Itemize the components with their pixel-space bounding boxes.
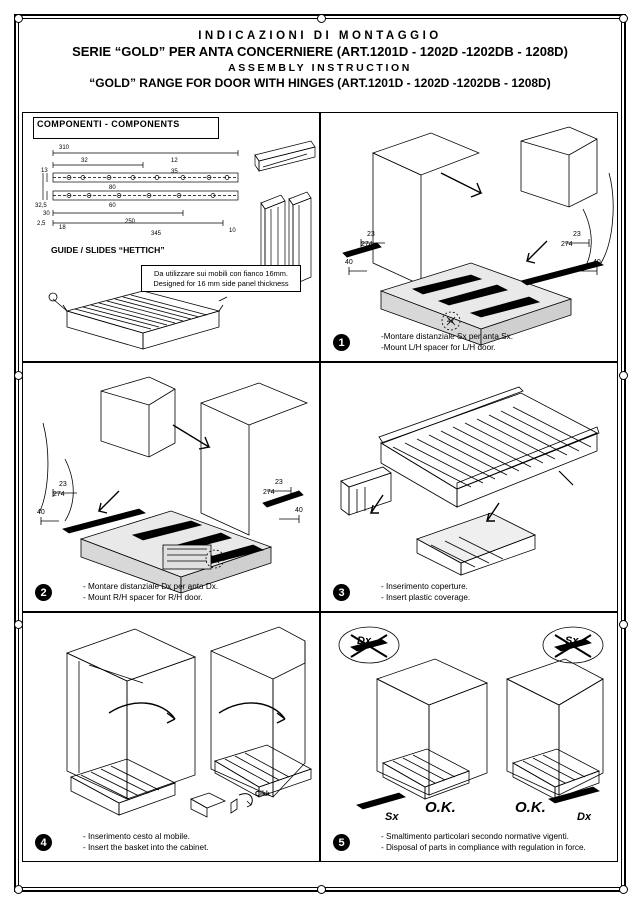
title-english-main: ASSEMBLY INSTRUCTION bbox=[228, 62, 412, 74]
corner-dot bbox=[14, 885, 23, 894]
step5-caption bbox=[335, 831, 609, 853]
dim-274: 274 bbox=[53, 491, 65, 498]
dim-40: 40 bbox=[37, 509, 45, 516]
dim-345: 345 bbox=[151, 231, 162, 237]
dim-325: 32,5 bbox=[35, 203, 47, 209]
step5-drawing bbox=[321, 613, 618, 862]
dim-35: 35 bbox=[171, 169, 178, 175]
subtitle-italian: SERIE “GOLD” PER ANTA CONCERNIERE (ART.1201D - 1202D -1202DB - 1208D) bbox=[72, 44, 568, 59]
title-italian-main: INDICAZIONI DI MONTAGGIO bbox=[198, 30, 442, 42]
dim-40: 40 bbox=[345, 259, 353, 266]
step2-caption-en: - Mount R/H spacer for R/H door. bbox=[83, 593, 203, 602]
step-number-1: 1 bbox=[333, 334, 350, 351]
note-italian: Da utilizzare sui mobili con fianco 16mm. bbox=[154, 269, 288, 278]
dim-18: 18 bbox=[59, 225, 66, 231]
step3-caption-it: - Inserimento coperture. bbox=[381, 582, 468, 591]
note-english: Designed for 16 mm side panel thickness bbox=[153, 278, 289, 288]
dim-32: 32 bbox=[81, 158, 88, 164]
panel-step-5 bbox=[320, 612, 618, 862]
corner-dot bbox=[619, 620, 628, 629]
panel-step-3 bbox=[320, 362, 618, 612]
step3-drawing bbox=[321, 363, 618, 612]
dim-40-r: 40 bbox=[295, 507, 303, 514]
dim-274-r: 274 bbox=[561, 241, 573, 248]
step5-caption-en: - Disposal of parts in compliance with regulation in force. bbox=[381, 843, 586, 852]
screw-count-label: 4x bbox=[447, 318, 454, 325]
step4-caption-en: - Insert the basket into the cabinet. bbox=[83, 843, 209, 852]
step-number-3: 3 bbox=[333, 584, 350, 601]
dim-10: 10 bbox=[229, 228, 236, 234]
step-number-2: 2 bbox=[35, 584, 52, 601]
corner-dot bbox=[619, 14, 628, 23]
subtitle-english: “GOLD” RANGE FOR DOOR WITH HINGES (ART.1201D - 1202D -1202DB - 1208D) bbox=[89, 76, 551, 90]
step3-caption-en: - Insert plastic coverage. bbox=[381, 593, 471, 602]
ok-left-side-label: Sx bbox=[385, 811, 399, 823]
step1-caption-en: -Mount L/H spacer for L/H door. bbox=[381, 343, 496, 352]
panel-thickness-note bbox=[141, 265, 301, 292]
step-number-5: 5 bbox=[333, 834, 350, 851]
dim-23-r: 23 bbox=[275, 479, 283, 486]
dim-40-r: 40 bbox=[593, 259, 601, 266]
wrong-left-label: Dx bbox=[357, 635, 372, 647]
corner-dot bbox=[317, 885, 326, 894]
dim-310: 310 bbox=[59, 145, 70, 151]
step-number-4: 4 bbox=[35, 834, 52, 851]
panel-grid bbox=[22, 112, 618, 862]
step2-caption bbox=[37, 581, 311, 603]
step4-drawing bbox=[23, 613, 320, 862]
dim-23: 23 bbox=[367, 231, 375, 238]
corner-dot bbox=[619, 371, 628, 380]
dim-60: 60 bbox=[109, 203, 116, 209]
step2-drawing bbox=[23, 363, 320, 612]
step2-caption-it: - Montare distanziale Dx per anta Dx. bbox=[83, 582, 219, 591]
step1-caption-it: -Montare distanziale Sx per anta Sx. bbox=[381, 332, 513, 341]
ok-left: O.K. bbox=[425, 799, 456, 816]
dim-80: 80 bbox=[109, 185, 116, 191]
dim-13: 13 bbox=[41, 168, 48, 174]
components-title: COMPONENTI - COMPONENTS bbox=[37, 119, 180, 129]
step5-caption-it: - Smaltimento particolari secondo normative vigenti. bbox=[381, 832, 569, 841]
dim-274-r: 274 bbox=[263, 489, 275, 496]
corner-dot bbox=[317, 14, 326, 23]
corner-dot bbox=[619, 885, 628, 894]
dim-23-r: 23 bbox=[573, 231, 581, 238]
step4-caption bbox=[37, 831, 311, 853]
wrong-right-label: Sx bbox=[565, 635, 579, 647]
ok-right: O.K. bbox=[515, 799, 546, 816]
panel-step-2 bbox=[22, 362, 320, 612]
screw-count-label: 4x bbox=[211, 556, 218, 563]
dim-30: 30 bbox=[43, 211, 50, 217]
step3-caption bbox=[335, 581, 609, 603]
panel-step-1 bbox=[320, 112, 618, 362]
step4-caption-it: - Inserimento cesto al mobile. bbox=[83, 832, 190, 841]
document-header bbox=[24, 30, 616, 90]
dim-23: 23 bbox=[59, 481, 67, 488]
ok-right-side-label: Dx bbox=[577, 811, 592, 823]
panel-components bbox=[22, 112, 320, 362]
dim-274: 274 bbox=[361, 241, 373, 248]
step1-caption bbox=[335, 331, 609, 353]
dim-25: 2,5 bbox=[37, 221, 46, 227]
click-label: Clkk bbox=[255, 791, 270, 798]
dim-12: 12 bbox=[171, 158, 178, 164]
corner-dot bbox=[14, 14, 23, 23]
dim-250: 250 bbox=[125, 219, 136, 225]
panel-step-4 bbox=[22, 612, 320, 862]
slides-label: GUIDE / SLIDES “HETTICH” bbox=[51, 245, 165, 255]
